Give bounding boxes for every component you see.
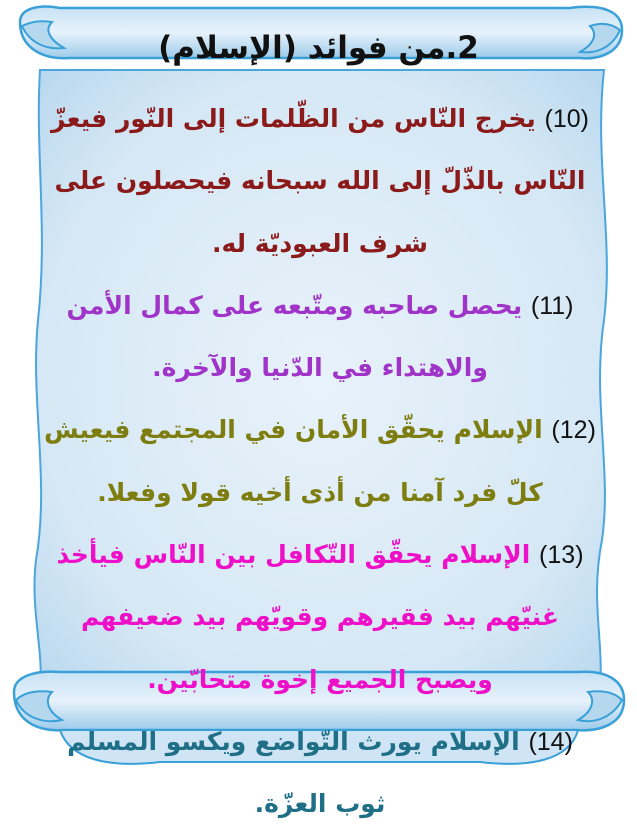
item-text: يحصل صاحبه ومتّبعه على كمال الأمن والاهتداء في الدّنيا والآخرة. <box>66 290 523 383</box>
item-text: الإسلام يحقّق التّكافل بين النّاس فيأخذ غنيّهم بيد فقيرهم وقويّهم بيد ضعيفهم ويصبح الجميع إخوة متحابّين. <box>56 540 559 694</box>
list-item <box>40 524 600 711</box>
list-item <box>40 399 600 524</box>
item-text: الإسلام يحقّق الأمان في المجتمع فيعيش كلّ فرد آمنا من أذى أخيه قولا وفعلا. <box>44 415 543 507</box>
item-text: الإسلام يورث التّواضع ويكسو المسلم ثوب العزّة. <box>67 726 520 819</box>
item-number: (10) <box>544 105 589 133</box>
item-text: يخرج النّاس من الظّلمات إلى النّور فيعزّ النّاس بالذّلّ إلى الله سبحانه فيحصلون على شرف العبوديّة له. <box>51 104 586 258</box>
item-number: (13) <box>539 541 584 570</box>
list-item <box>40 711 600 836</box>
item-number: (12) <box>551 416 596 445</box>
item-number: (14) <box>528 727 573 756</box>
benefits-list <box>40 88 600 836</box>
item-number: (11) <box>530 291 574 320</box>
list-item <box>40 275 600 400</box>
list-item <box>40 88 600 275</box>
page-title: 2.من فوائد (الإسلام) <box>158 30 479 66</box>
